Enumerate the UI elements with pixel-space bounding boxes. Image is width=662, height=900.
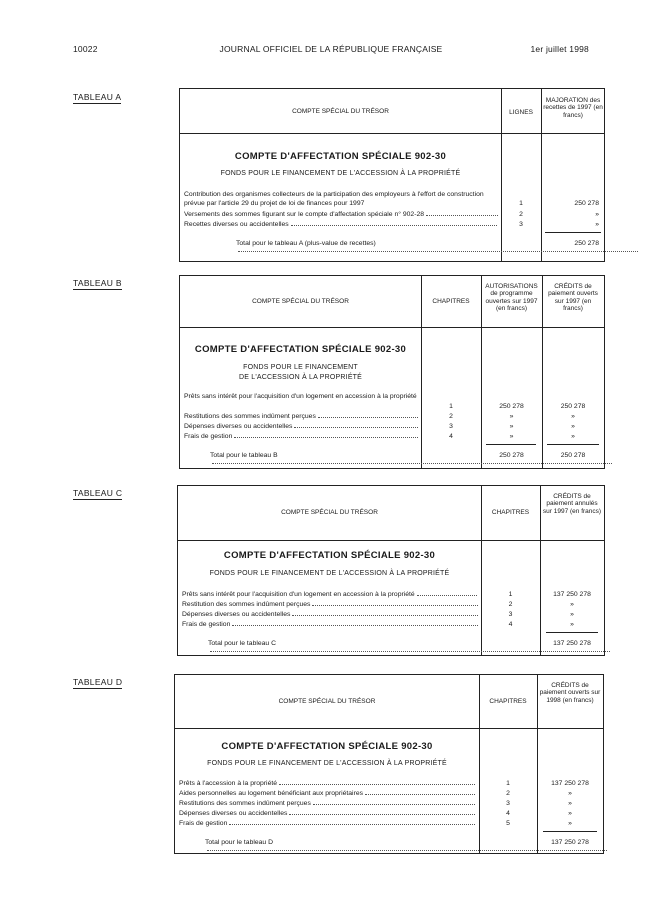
total-ap: 250 278 (499, 452, 524, 459)
row-text: Versements des sommes figurant sur le compte d'affectation spéciale n° 902-28 (184, 211, 498, 220)
row-text: Aides personnelles au logement bénéficiant aux propriétaires (179, 790, 476, 799)
row-chapter: 1 (508, 591, 513, 598)
row-text: Frais de gestion (184, 433, 418, 442)
row-text: Contribution des organismes collecteurs de la participation des employeurs à l'effort de construction prévue par l'article 29 du projet de loi de finances pour 1997 (184, 191, 484, 207)
tableau-b-label: TABLEAU B (73, 278, 122, 288)
fund-subtitle: FONDS POUR LE FINANCEMENT DE L'ACCESSION À LA PROPRIÉTÉ (207, 760, 447, 767)
fund-subtitle: FONDS POUR LE FINANCEMENT (243, 364, 358, 371)
row-text: Dépenses diverses ou accidentelles (182, 611, 478, 620)
row-chapter: 1 (506, 780, 510, 787)
account-header: COMPTE SPÉCIAL DU TRÉSOR (292, 108, 389, 115)
row-chapter: 4 (449, 433, 453, 440)
row-chapter: 3 (506, 800, 510, 807)
col-chapitres: CHAPITRES (432, 298, 470, 305)
tableau-c-label: TABLEAU C (73, 488, 123, 498)
fund-subtitle: FONDS POUR LE FINANCEMENT DE L'ACCESSION À LA PROPRIÉTÉ (209, 570, 450, 577)
total-value: 137 250 278 (551, 839, 589, 846)
row-ap-value: » (509, 413, 514, 420)
row-chapter: 5 (506, 820, 510, 827)
col-majoration: MAJORATION des recettes de 1997 (en francs) (543, 97, 603, 119)
row-text: Restitution des sommes indûment perçues (182, 601, 478, 610)
account-header: COMPTE SPÉCIAL DU TRÉSOR (278, 698, 376, 705)
fund-subtitle: DE L'ACCESSION À LA PROPRIÉTÉ (238, 374, 363, 381)
total-label: Total pour le tableau D (205, 839, 607, 853)
row-value: » (568, 810, 572, 817)
total-cp: 250 278 (560, 452, 586, 459)
fund-subtitle: FONDS POUR LE FINANCEMENT DE L'ACCESSION À LA PROPRIÉTÉ (220, 170, 461, 177)
tableau-b (179, 275, 605, 469)
total-value: 250 278 (574, 240, 599, 247)
row-chapter: 3 (449, 423, 453, 430)
row-chapter: 4 (506, 810, 510, 817)
row-text: Dépenses diverses ou accidentelles (179, 810, 476, 819)
row-value: » (570, 601, 574, 608)
tableau-c (177, 485, 605, 656)
row-value: » (568, 790, 572, 797)
journal-title: JOURNAL OFFICIEL DE LA RÉPUBLIQUE FRANÇAISE (219, 44, 443, 54)
row-cp-value: 250 278 (560, 403, 586, 410)
row-text: Recettes diverses ou accidentelles (184, 221, 498, 230)
total-label: Total pour le tableau A (plus-value de recettes) (236, 240, 638, 254)
row-line-number: 3 (519, 221, 523, 228)
row-chapter: 1 (449, 403, 453, 410)
row-text: Prêts à l'accession à la propriété (179, 780, 476, 789)
row-chapter: 2 (449, 413, 453, 420)
col-chapitres: CHAPITRES (489, 698, 527, 705)
row-text: Dépenses diverses ou accidentelles (184, 423, 418, 432)
row-chapter: 3 (508, 611, 513, 618)
row-value: 250 278 (574, 200, 599, 207)
row-ap-value: » (509, 433, 514, 440)
tableau-d-label: TABLEAU D (73, 677, 123, 687)
col-credits: CRÉDITS de paiement ouverts sur 1998 (en francs) (539, 682, 601, 704)
page-number: 10022 (73, 44, 98, 54)
col-credits: CRÉDITS de paiement annulés sur 1997 (en francs) (542, 493, 602, 515)
row-chapter: 2 (508, 601, 513, 608)
total-label: Total pour le tableau B (210, 452, 612, 466)
account-header: COMPTE SPÉCIAL DU TRÉSOR (281, 509, 378, 516)
row-cp-value: » (571, 423, 575, 430)
total-value: 137 250 278 (553, 640, 591, 647)
row-text: Restitutions des sommes indûment perçues (179, 800, 476, 809)
total-label: Total pour le tableau C (208, 640, 610, 654)
col-lignes: LIGNES (509, 109, 533, 116)
row-cp-value: » (571, 413, 575, 420)
row-text: Restitutions des sommes indûment perçues (184, 413, 418, 422)
tableau-a (179, 88, 605, 262)
row-cp-value: » (571, 433, 575, 440)
row-chapter: 2 (506, 790, 510, 797)
account-title: COMPTE D'AFFECTATION SPÉCIALE 902-30 (234, 151, 447, 162)
row-ap-value: » (509, 423, 514, 430)
row-line-number: 1 (519, 200, 523, 207)
row-chapter: 4 (508, 621, 513, 628)
tableau-d (174, 674, 604, 854)
row-value: » (568, 820, 572, 827)
row-line-number: 2 (519, 211, 523, 218)
account-header: COMPTE SPÉCIAL DU TRÉSOR (252, 298, 349, 305)
account-title: COMPTE D'AFFECTATION SPÉCIALE 902-30 (221, 741, 433, 752)
row-value: » (595, 211, 599, 218)
tableau-a-label: TABLEAU A (73, 92, 122, 102)
row-text: Frais de gestion (182, 621, 478, 630)
publication-date: 1er juillet 1998 (530, 44, 589, 54)
row-value: 137 250 278 (551, 780, 589, 787)
row-value: » (568, 800, 572, 807)
row-value: » (570, 611, 574, 618)
row-value: 137 250 278 (553, 591, 591, 598)
row-ap-value: 250 278 (499, 403, 524, 410)
row-text: Frais de gestion (179, 820, 476, 829)
col-chapitres: CHAPITRES (491, 509, 530, 516)
row-text: Prêts sans intérêt pour l'acquisition d'un logement en accession à la propriété (184, 393, 417, 400)
col-credits: CRÉDITS de paiement ouverts sur 1997 (en francs) (548, 283, 598, 313)
row-value: » (570, 621, 574, 628)
account-title: COMPTE D'AFFECTATION SPÉCIALE 902-30 (223, 550, 436, 561)
row-value: » (595, 221, 599, 228)
account-title: COMPTE D'AFFECTATION SPÉCIALE 902-30 (194, 344, 407, 355)
col-autorisations: AUTORISATIONS de programme ouvertes sur 1997 (en francs) (485, 283, 538, 313)
row-text: Prêts sans intérêt pour l'acquisition d'un logement en accession à la propriété (182, 591, 478, 600)
